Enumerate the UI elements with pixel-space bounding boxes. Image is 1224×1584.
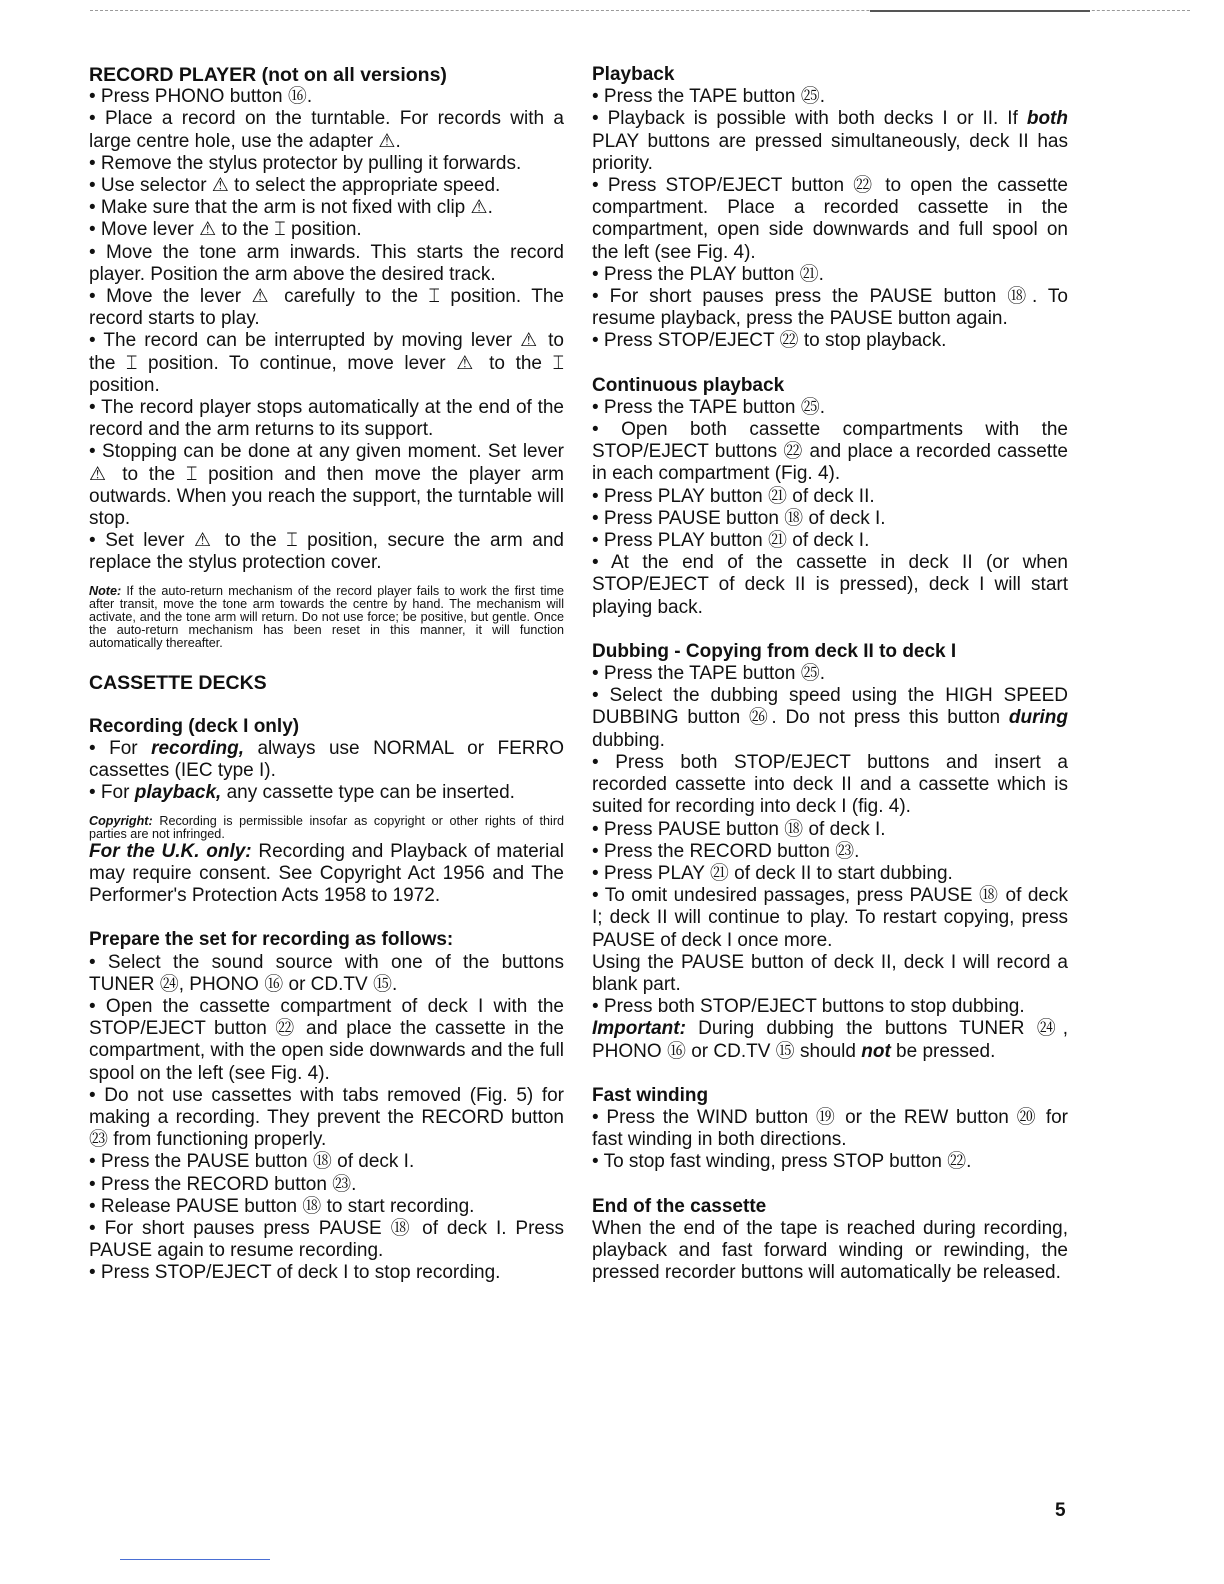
fast-winding-item: • To stop fast winding, press STOP button ㉒. bbox=[592, 1151, 972, 1173]
fast-winding-section bbox=[592, 1085, 1068, 1174]
cassette-decks-heading: CASSETTE DECKS bbox=[89, 671, 267, 694]
text-run: always use NORMAL or FERRO cassettes (IEC type I). bbox=[89, 738, 564, 782]
record-player-item: • Move lever ⚠ to the ⌶ position. bbox=[89, 219, 362, 241]
text-run: PLAY buttons are pressed simultaneously, deck II has priority. bbox=[592, 130, 1068, 174]
continuous-playback-section bbox=[592, 375, 1068, 619]
note-label: Note: bbox=[89, 583, 122, 598]
prepare-item: • Select the sound source with one of the buttons TUNER ㉔, PHONO ⑯ or CD.TV ⑮. bbox=[89, 951, 564, 995]
record-player-item: • Stopping can be done at any given moment. Set lever ⚠ to the ⌶ position and then move the player arm outwards. When you reach the support, the turntable will stop. bbox=[89, 441, 564, 530]
prepare-item: • Do not use cassettes with tabs removed (Fig. 5) for making a recording. They prevent the RECORD button ㉓ from functioning properly. bbox=[89, 1084, 564, 1151]
playback-item: • Press STOP/EJECT ㉒ to stop playback. bbox=[592, 330, 947, 352]
text-run: be pressed. bbox=[890, 1040, 996, 1062]
dubbing-item: • Press the RECORD button ㉓. bbox=[592, 840, 860, 862]
continuous-item: • Open both cassette compartments with the STOP/EJECT buttons ㉒ and place a recorded cassette in each compartment (Fig. 4). bbox=[592, 419, 1068, 485]
prepare-item: • Press the PAUSE button ⑱ of deck I. bbox=[89, 1151, 415, 1173]
record-player-item: • Press PHONO button ⑯. bbox=[89, 86, 313, 108]
record-player-item: • Place a record on the turntable. For records with a large centre hole, use the adapter ⚠. bbox=[89, 108, 564, 152]
fast-winding-heading: Fast winding bbox=[592, 1084, 709, 1106]
important-label: Important: bbox=[592, 1018, 686, 1040]
dubbing-item: • Press the TAPE button ㉕. bbox=[592, 663, 826, 685]
end-cassette-text: When the end of the tape is reached during recording, playback and fast forward winding or rewinding, the pressed recorder buttons will automatically be released. bbox=[592, 1217, 1068, 1284]
prepare-recording-section bbox=[89, 929, 564, 1284]
emphasis: during bbox=[1008, 707, 1068, 729]
record-player-item: • Move the tone arm inwards. This starts the record player. Position the arm above the desired track. bbox=[89, 241, 564, 285]
playback-heading: Playback bbox=[592, 64, 675, 85]
continuous-item: • Press PLAY button ㉑ of deck I. bbox=[592, 530, 870, 552]
record-player-item: • The record player stops automatically at the end of the record and the arm returns to its support. bbox=[89, 397, 564, 441]
record-player-item: • Set lever ⚠ to the ⌶ position, secure the arm and replace the stylus protection cover. bbox=[89, 530, 564, 574]
text-run: During dubbing the buttons TUNER ㉔, PHONO ⑯ or CD.TV ⑮ should bbox=[592, 1018, 1068, 1062]
prepare-item: • Release PAUSE button ⑱ to start recording. bbox=[89, 1195, 475, 1217]
playback-item bbox=[592, 108, 1068, 175]
continuous-item: • Press PLAY button ㉑ of deck II. bbox=[592, 485, 875, 507]
prepare-item: • Press STOP/EJECT of deck I to stop recording. bbox=[89, 1262, 501, 1284]
emphasis: playback, bbox=[134, 782, 222, 804]
dubbing-item: • Press PAUSE button ⑱ of deck I. bbox=[592, 818, 886, 840]
record-player-item: • The record can be interrupted by moving lever ⚠ to the ⌶ position. To continue, move lever ⚠ to the ⌶ position. bbox=[89, 330, 564, 396]
copyright-note bbox=[89, 815, 564, 841]
playback-item: • Press the TAPE button ㉕. bbox=[592, 86, 826, 108]
important-note bbox=[592, 1018, 1068, 1062]
continuous-item: • At the end of the cassette in deck II (or when STOP/EJECT of deck II is pressed), deck I will start playing back. bbox=[592, 552, 1068, 618]
playback-item: • Press the PLAY button ㉑. bbox=[592, 263, 824, 285]
cassette-decks-section bbox=[89, 672, 564, 908]
text-run: • For bbox=[89, 738, 152, 760]
copyright-label: Copyright: bbox=[89, 813, 153, 828]
fast-winding-item: • Press the WIND button ⑲ or the REW button ⑳ for fast winding in both directions. bbox=[592, 1106, 1068, 1151]
dubbing-heading: Dubbing - Copying from deck II to deck I bbox=[592, 640, 957, 662]
end-of-cassette-section bbox=[592, 1196, 1068, 1285]
copyright-text: Recording is permissible insofar as copyright or other rights of third parties are not infringed. bbox=[89, 813, 565, 841]
dubbing-item: • Press both STOP/EJECT buttons and insert a recorded cassette into deck II and a cassette which is suited for recording into deck I (fig. 4). bbox=[592, 751, 1068, 818]
dubbing-section bbox=[592, 641, 1068, 1063]
dubbing-item: • To omit undesired passages, press PAUSE ⑱ of deck I; deck II will continue to play. To restart copying, press PAUSE of deck I once more. bbox=[592, 885, 1068, 951]
left-column bbox=[89, 64, 564, 1285]
text-run: • Playback is possible with both decks I or II. If bbox=[592, 108, 1027, 130]
prepare-item: • Open the cassette compartment of deck I with the STOP/EJECT button ㉒ and place the cassette in the compartment, with the open side downwards and the full spool on the left (see Fig. 4). bbox=[89, 995, 564, 1084]
emphasis: both bbox=[1026, 108, 1068, 130]
prepare-item: • Press the RECORD button ㉓. bbox=[89, 1173, 357, 1195]
playback-item: • For short pauses press the PAUSE button ⑱. To resume playback, press the PAUSE button again. bbox=[592, 286, 1068, 330]
record-player-item: • Remove the stylus protector by pulling it forwards. bbox=[89, 152, 522, 174]
record-player-item: • Use selector ⚠ to select the appropriate speed. bbox=[89, 175, 501, 197]
playback-item: • Press STOP/EJECT button ㉒ to open the cassette compartment. Place a recorded cassette in the compartment, open side downwards and full spool on the left (see Fig. 4). bbox=[592, 175, 1068, 263]
recording-item bbox=[89, 782, 564, 804]
scan-artifact-top-right bbox=[870, 10, 1090, 12]
recording-heading: Recording (deck I only) bbox=[89, 715, 300, 737]
continuous-item: • Press PAUSE button ⑱ of deck I. bbox=[592, 507, 886, 529]
note-text: If the auto-return mechanism of the record player fails to work the first time after transit, move the tone arm towards the centre by hand. The mechanism will activate, and the tone arm will return. Do not use force; be positive, but gentle. Once the auto-return mechanism has been reset in this manner, it will function automatically thereafter. bbox=[89, 583, 564, 650]
emphasis: not bbox=[861, 1040, 891, 1062]
record-player-section bbox=[89, 64, 564, 650]
dubbing-item: Using the PAUSE button of deck II, deck I will record a blank part. bbox=[592, 951, 1068, 995]
dubbing-item bbox=[592, 685, 1068, 752]
continuous-item: • Press the TAPE button ㉕. bbox=[592, 396, 826, 418]
dubbing-item: • Press PLAY ㉑ of deck II to start dubbing. bbox=[592, 862, 953, 884]
prepare-heading: Prepare the set for recording as follows: bbox=[89, 929, 454, 951]
continuous-heading: Continuous playback bbox=[592, 374, 785, 396]
dubbing-item: • Press both STOP/EJECT buttons to stop dubbing. bbox=[592, 996, 1025, 1018]
record-player-heading: RECORD PLAYER (not on all versions) bbox=[89, 64, 447, 86]
uk-label: For the U.K. only: bbox=[89, 840, 252, 862]
end-cassette-heading: End of the cassette bbox=[592, 1195, 767, 1217]
scan-artifact-bottom bbox=[120, 1559, 270, 1560]
uk-note bbox=[89, 841, 564, 908]
emphasis: recording, bbox=[151, 738, 244, 760]
text-run: • Select the dubbing speed using the HIGH SPEED DUBBING button ㉖. Do not press this button bbox=[592, 685, 1068, 729]
text-run: dubbing. bbox=[592, 729, 665, 751]
right-column bbox=[592, 64, 1068, 1284]
recording-item bbox=[89, 738, 564, 782]
page-number: 5 bbox=[1055, 1500, 1066, 1521]
record-player-item: • Make sure that the arm is not fixed with clip ⚠. bbox=[89, 197, 493, 219]
text-run: • For bbox=[89, 782, 135, 804]
playback-section bbox=[592, 64, 1068, 353]
prepare-item: • For short pauses press PAUSE ⑱ of deck I. Press PAUSE again to resume recording. bbox=[89, 1217, 564, 1262]
uk-text: Recording and Playback of material may require consent. See Copyright Act 1956 and The Performer's Protection Acts 1958 to 1972. bbox=[89, 840, 565, 907]
record-player-item: • Move the lever ⚠ carefully to the ⌶ position. The record starts to play. bbox=[89, 286, 564, 330]
auto-return-note bbox=[89, 585, 564, 650]
text-run: any cassette type can be inserted. bbox=[221, 782, 515, 804]
